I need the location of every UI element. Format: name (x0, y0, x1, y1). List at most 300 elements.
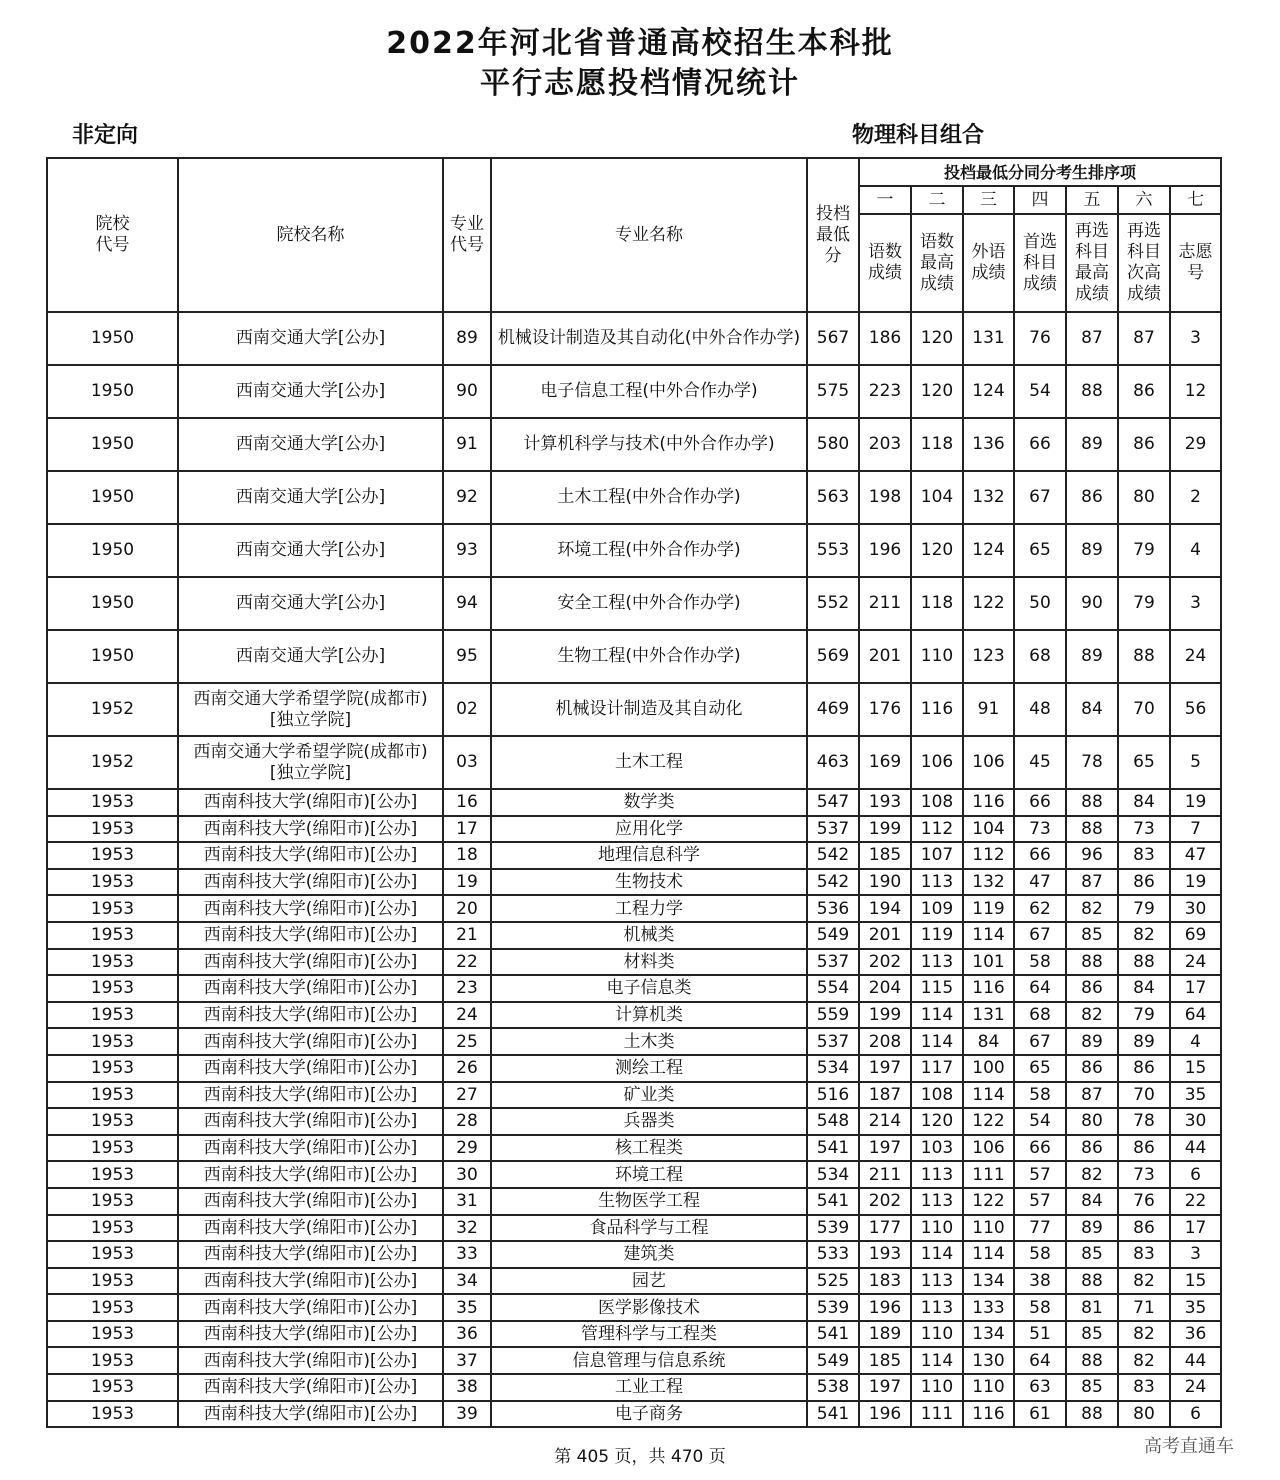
cell-sort-7: 4 (1170, 524, 1221, 577)
cell-sort-6: 79 (1118, 895, 1170, 922)
cell-sort-1: 202 (859, 1188, 911, 1215)
cell-sort-1: 193 (859, 1241, 911, 1268)
cell-min-score: 534 (807, 1055, 859, 1082)
cell-min-score: 541 (807, 1401, 859, 1428)
cell-sort-5: 96 (1066, 842, 1118, 869)
cell-school-name: 西南科技大学(绵阳市)[公办] (178, 1055, 443, 1082)
cell-sort-6: 79 (1118, 524, 1170, 577)
cell-sort-3: 110 (963, 1374, 1014, 1401)
cell-major-name: 环境工程(中外合作办学) (491, 524, 807, 577)
cell-min-score: 554 (807, 975, 859, 1002)
cell-school-code: 1953 (47, 1028, 178, 1055)
cell-school-code: 1953 (47, 1002, 178, 1029)
cell-sort-7: 3 (1170, 1241, 1221, 1268)
cell-sort-3: 122 (963, 1188, 1014, 1215)
cell-sort-7: 69 (1170, 922, 1221, 949)
cell-min-score: 548 (807, 1108, 859, 1135)
table-row (47, 736, 1221, 789)
cell-sort-1: 185 (859, 842, 911, 869)
cell-sort-1: 202 (859, 949, 911, 976)
cell-sort-3: 116 (963, 1401, 1014, 1428)
cell-major-code: 22 (443, 949, 491, 976)
cell-sort-5: 81 (1066, 1294, 1118, 1321)
cell-sort-2: 113 (911, 1268, 963, 1295)
cell-school-name: 西南科技大学(绵阳市)[公办] (178, 922, 443, 949)
cell-sort-7: 64 (1170, 1002, 1221, 1029)
cell-sort-4: 54 (1014, 365, 1066, 418)
cell-sort-7: 17 (1170, 1215, 1221, 1242)
cell-sort-5: 88 (1066, 1401, 1118, 1428)
cell-min-score: 516 (807, 1082, 859, 1109)
cell-sort-6: 82 (1118, 1268, 1170, 1295)
cell-major-name: 生物工程(中外合作办学) (491, 630, 807, 683)
cell-school-name: 西南科技大学(绵阳市)[公办] (178, 1161, 443, 1188)
cell-school-code: 1952 (47, 683, 178, 736)
cell-sort-4: 65 (1014, 1055, 1066, 1082)
cell-sort-5: 88 (1066, 365, 1118, 418)
cell-school-name: 西南科技大学(绵阳市)[公办] (178, 895, 443, 922)
cell-sort-5: 84 (1066, 1188, 1118, 1215)
cell-sort-4: 68 (1014, 630, 1066, 683)
table-row (47, 312, 1221, 365)
cell-school-name: 西南科技大学(绵阳市)[公办] (178, 1374, 443, 1401)
table-row (47, 1374, 1221, 1401)
cell-sort-2: 120 (911, 365, 963, 418)
cell-major-name: 材料类 (491, 949, 807, 976)
cell-school-name: 西南科技大学(绵阳市)[公办] (178, 1188, 443, 1215)
cell-school-name: 西南科技大学(绵阳市)[公办] (178, 1135, 443, 1162)
cell-sort-7: 19 (1170, 789, 1221, 816)
cell-major-name: 应用化学 (491, 816, 807, 843)
cell-sort-2: 113 (911, 1188, 963, 1215)
table-row (47, 1401, 1221, 1428)
cell-sort-6: 73 (1118, 1161, 1170, 1188)
cell-major-code: 95 (443, 630, 491, 683)
table-header (47, 158, 1221, 312)
cell-sort-5: 87 (1066, 869, 1118, 896)
cell-major-code: 17 (443, 816, 491, 843)
cell-min-score: 539 (807, 1215, 859, 1242)
cell-sort-6: 83 (1118, 1374, 1170, 1401)
cell-school-code: 1950 (47, 365, 178, 418)
cell-sort-6: 70 (1118, 1082, 1170, 1109)
cell-major-code: 37 (443, 1347, 491, 1374)
header-sort-number: 四 (1014, 186, 1066, 214)
cell-sort-4: 63 (1014, 1374, 1066, 1401)
header-sort-item: 志愿号 (1170, 214, 1221, 312)
cell-school-name: 西南科技大学(绵阳市)[公办] (178, 1268, 443, 1295)
cell-school-code: 1953 (47, 1294, 178, 1321)
cell-min-score: 469 (807, 683, 859, 736)
cell-sort-2: 114 (911, 1002, 963, 1029)
cell-major-code: 93 (443, 524, 491, 577)
cell-major-code: 94 (443, 577, 491, 630)
cell-school-code: 1953 (47, 816, 178, 843)
table-row (47, 1055, 1221, 1082)
cell-sort-1: 196 (859, 1294, 911, 1321)
cell-sort-6: 79 (1118, 1002, 1170, 1029)
cell-school-code: 1950 (47, 312, 178, 365)
subject-combination-label: 物理科目组合 (852, 123, 985, 148)
cell-sort-3: 116 (963, 975, 1014, 1002)
cell-sort-2: 117 (911, 1055, 963, 1082)
cell-sort-1: 199 (859, 1002, 911, 1029)
cell-sort-3: 122 (963, 1108, 1014, 1135)
cell-school-code: 1950 (47, 630, 178, 683)
category-label: 非定向 (72, 123, 139, 148)
cell-sort-6: 88 (1118, 949, 1170, 976)
cell-major-code: 89 (443, 312, 491, 365)
cell-sort-6: 86 (1118, 1215, 1170, 1242)
table-row (47, 975, 1221, 1002)
cell-sort-7: 29 (1170, 418, 1221, 471)
cell-min-score: 549 (807, 1347, 859, 1374)
cell-sort-6: 70 (1118, 683, 1170, 736)
cell-min-score: 541 (807, 1321, 859, 1348)
cell-school-name: 西南科技大学(绵阳市)[公办] (178, 1294, 443, 1321)
cell-school-name: 西南交通大学[公办] (178, 524, 443, 577)
cell-sort-7: 30 (1170, 895, 1221, 922)
cell-major-name: 土木工程 (491, 736, 807, 789)
cell-school-name: 西南交通大学[公办] (178, 312, 443, 365)
page-footer: 第 405 页，共 470 页 (554, 1447, 726, 1467)
cell-sort-4: 66 (1014, 789, 1066, 816)
table-row (47, 895, 1221, 922)
cell-sort-7: 4 (1170, 1028, 1221, 1055)
cell-school-code: 1953 (47, 1401, 178, 1428)
cell-major-code: 25 (443, 1028, 491, 1055)
cell-sort-2: 120 (911, 1108, 963, 1135)
cell-school-code: 1953 (47, 1321, 178, 1348)
cell-sort-2: 110 (911, 1374, 963, 1401)
table-row (47, 524, 1221, 577)
cell-sort-7: 24 (1170, 1374, 1221, 1401)
cell-school-code: 1953 (47, 789, 178, 816)
cell-sort-5: 82 (1066, 1002, 1118, 1029)
cell-sort-5: 89 (1066, 418, 1118, 471)
cell-sort-4: 66 (1014, 842, 1066, 869)
cell-sort-4: 73 (1014, 816, 1066, 843)
cell-sort-1: 185 (859, 1347, 911, 1374)
cell-min-score: 534 (807, 1161, 859, 1188)
table-row (47, 1108, 1221, 1135)
cell-sort-4: 47 (1014, 869, 1066, 896)
cell-min-score: 541 (807, 1188, 859, 1215)
cell-sort-1: 211 (859, 1161, 911, 1188)
header-sort-number: 二 (911, 186, 963, 214)
header-sort-item: 语数成绩 (859, 214, 911, 312)
table-row (47, 1268, 1221, 1295)
cell-school-code: 1950 (47, 418, 178, 471)
cell-school-code: 1953 (47, 842, 178, 869)
cell-sort-2: 114 (911, 1028, 963, 1055)
table-row (47, 869, 1221, 896)
cell-sort-4: 67 (1014, 471, 1066, 524)
cell-sort-3: 114 (963, 1082, 1014, 1109)
cell-sort-5: 88 (1066, 949, 1118, 976)
table-row (47, 1215, 1221, 1242)
cell-sort-6: 86 (1118, 418, 1170, 471)
admission-table (46, 157, 1222, 1428)
table-row (47, 816, 1221, 843)
cell-sort-1: 197 (859, 1374, 911, 1401)
cell-sort-3: 119 (963, 895, 1014, 922)
cell-sort-2: 113 (911, 869, 963, 896)
cell-sort-4: 50 (1014, 577, 1066, 630)
cell-sort-5: 87 (1066, 312, 1118, 365)
cell-major-code: 28 (443, 1108, 491, 1135)
cell-min-score: 547 (807, 789, 859, 816)
header-school-code: 院校代号 (47, 158, 178, 312)
cell-sort-1: 194 (859, 895, 911, 922)
cell-sort-1: 196 (859, 1401, 911, 1428)
cell-major-code: 29 (443, 1135, 491, 1162)
cell-major-name: 机械设计制造及其自动化 (491, 683, 807, 736)
header-sort-item: 外语成绩 (963, 214, 1014, 312)
cell-major-code: 02 (443, 683, 491, 736)
header-sort-number: 五 (1066, 186, 1118, 214)
cell-school-code: 1953 (47, 1347, 178, 1374)
cell-sort-2: 108 (911, 1082, 963, 1109)
cell-major-code: 91 (443, 418, 491, 471)
cell-major-code: 36 (443, 1321, 491, 1348)
cell-major-name: 生物医学工程 (491, 1188, 807, 1215)
cell-major-name: 建筑类 (491, 1241, 807, 1268)
cell-major-name: 核工程类 (491, 1135, 807, 1162)
cell-sort-1: 198 (859, 471, 911, 524)
cell-sort-7: 30 (1170, 1108, 1221, 1135)
cell-major-code: 30 (443, 1161, 491, 1188)
page-title: 2022年河北省普通高校招生本科批 (386, 26, 894, 61)
cell-school-code: 1953 (47, 1374, 178, 1401)
cell-sort-6: 80 (1118, 471, 1170, 524)
cell-sort-5: 88 (1066, 1347, 1118, 1374)
cell-major-name: 测绘工程 (491, 1055, 807, 1082)
cell-sort-4: 64 (1014, 975, 1066, 1002)
cell-sort-1: 203 (859, 418, 911, 471)
cell-sort-7: 35 (1170, 1294, 1221, 1321)
cell-min-score: 533 (807, 1241, 859, 1268)
cell-sort-3: 134 (963, 1268, 1014, 1295)
cell-school-name: 西南科技大学(绵阳市)[公办] (178, 1082, 443, 1109)
cell-sort-4: 61 (1014, 1401, 1066, 1428)
cell-sort-1: 190 (859, 869, 911, 896)
cell-sort-7: 24 (1170, 949, 1221, 976)
table-row (47, 1241, 1221, 1268)
cell-sort-1: 186 (859, 312, 911, 365)
cell-sort-5: 86 (1066, 1055, 1118, 1082)
cell-sort-7: 6 (1170, 1161, 1221, 1188)
cell-major-name: 土木工程(中外合作办学) (491, 471, 807, 524)
cell-school-code: 1952 (47, 736, 178, 789)
cell-min-score: 575 (807, 365, 859, 418)
cell-major-code: 92 (443, 471, 491, 524)
cell-sort-4: 48 (1014, 683, 1066, 736)
cell-sort-3: 101 (963, 949, 1014, 976)
cell-sort-1: 183 (859, 1268, 911, 1295)
cell-sort-2: 110 (911, 1321, 963, 1348)
cell-sort-5: 85 (1066, 1321, 1118, 1348)
cell-sort-5: 84 (1066, 683, 1118, 736)
cell-school-code: 1950 (47, 524, 178, 577)
cell-sort-2: 118 (911, 577, 963, 630)
cell-sort-2: 106 (911, 736, 963, 789)
cell-sort-4: 76 (1014, 312, 1066, 365)
cell-sort-5: 80 (1066, 1108, 1118, 1135)
page-subtitle: 平行志愿投档情况统计 (480, 66, 800, 101)
cell-major-code: 19 (443, 869, 491, 896)
header-min-score: 投档最低分 (807, 158, 859, 312)
cell-sort-3: 91 (963, 683, 1014, 736)
cell-sort-3: 110 (963, 1215, 1014, 1242)
cell-sort-6: 83 (1118, 842, 1170, 869)
table-row (47, 1002, 1221, 1029)
cell-sort-4: 57 (1014, 1188, 1066, 1215)
cell-major-code: 90 (443, 365, 491, 418)
cell-major-name: 计算机科学与技术(中外合作办学) (491, 418, 807, 471)
cell-min-score: 567 (807, 312, 859, 365)
cell-school-name: 西南交通大学[公办] (178, 577, 443, 630)
cell-school-code: 1953 (47, 1188, 178, 1215)
cell-major-code: 27 (443, 1082, 491, 1109)
table-row (47, 1082, 1221, 1109)
cell-sort-6: 82 (1118, 1347, 1170, 1374)
cell-sort-3: 114 (963, 922, 1014, 949)
cell-sort-3: 106 (963, 736, 1014, 789)
cell-major-name: 电子信息工程(中外合作办学) (491, 365, 807, 418)
cell-sort-3: 132 (963, 869, 1014, 896)
cell-sort-5: 89 (1066, 1215, 1118, 1242)
header-major-code: 专业代号 (443, 158, 491, 312)
cell-sort-7: 7 (1170, 816, 1221, 843)
cell-sort-6: 71 (1118, 1294, 1170, 1321)
cell-sort-6: 65 (1118, 736, 1170, 789)
header-school-name: 院校名称 (178, 158, 443, 312)
cell-sort-1: 197 (859, 1135, 911, 1162)
cell-school-code: 1953 (47, 975, 178, 1002)
cell-sort-4: 77 (1014, 1215, 1066, 1242)
table-row (47, 922, 1221, 949)
cell-sort-5: 85 (1066, 922, 1118, 949)
cell-major-code: 24 (443, 1002, 491, 1029)
cell-major-code: 26 (443, 1055, 491, 1082)
cell-min-score: 525 (807, 1268, 859, 1295)
cell-sort-3: 84 (963, 1028, 1014, 1055)
header-sort-number: 七 (1170, 186, 1221, 214)
cell-min-score: 542 (807, 842, 859, 869)
cell-school-name: 西南科技大学(绵阳市)[公办] (178, 949, 443, 976)
cell-school-name: 西南科技大学(绵阳市)[公办] (178, 816, 443, 843)
cell-sort-6: 86 (1118, 1055, 1170, 1082)
cell-major-name: 工业工程 (491, 1374, 807, 1401)
cell-school-name: 西南交通大学[公办] (178, 630, 443, 683)
cell-major-name: 工程力学 (491, 895, 807, 922)
cell-sort-5: 88 (1066, 1268, 1118, 1295)
cell-major-name: 食品科学与工程 (491, 1215, 807, 1242)
cell-sort-6: 84 (1118, 975, 1170, 1002)
cell-sort-1: 187 (859, 1082, 911, 1109)
cell-sort-4: 38 (1014, 1268, 1066, 1295)
cell-sort-7: 35 (1170, 1082, 1221, 1109)
cell-sort-6: 76 (1118, 1188, 1170, 1215)
cell-sort-3: 130 (963, 1347, 1014, 1374)
cell-sort-1: 176 (859, 683, 911, 736)
cell-sort-5: 89 (1066, 1028, 1118, 1055)
cell-school-name: 西南科技大学(绵阳市)[公办] (178, 1347, 443, 1374)
cell-school-code: 1953 (47, 1082, 178, 1109)
cell-school-name: 西南科技大学(绵阳市)[公办] (178, 1241, 443, 1268)
cell-sort-1: 196 (859, 524, 911, 577)
cell-major-name: 兵器类 (491, 1108, 807, 1135)
cell-school-name: 西南科技大学(绵阳市)[公办] (178, 1215, 443, 1242)
cell-school-name: 西南科技大学(绵阳市)[公办] (178, 1002, 443, 1029)
cell-sort-2: 109 (911, 895, 963, 922)
cell-major-code: 18 (443, 842, 491, 869)
cell-sort-3: 131 (963, 312, 1014, 365)
cell-sort-4: 68 (1014, 1002, 1066, 1029)
table-row (47, 842, 1221, 869)
cell-sort-2: 118 (911, 418, 963, 471)
cell-major-name: 环境工程 (491, 1161, 807, 1188)
cell-sort-2: 111 (911, 1401, 963, 1428)
cell-min-score: 569 (807, 630, 859, 683)
cell-min-score: 552 (807, 577, 859, 630)
cell-major-code: 31 (443, 1188, 491, 1215)
cell-sort-2: 113 (911, 1161, 963, 1188)
table-body (47, 312, 1221, 1427)
cell-sort-5: 78 (1066, 736, 1118, 789)
cell-sort-2: 110 (911, 630, 963, 683)
cell-sort-1: 204 (859, 975, 911, 1002)
cell-sort-3: 124 (963, 524, 1014, 577)
cell-sort-1: 199 (859, 816, 911, 843)
cell-school-code: 1953 (47, 949, 178, 976)
cell-min-score: 536 (807, 895, 859, 922)
cell-school-name: 西南科技大学(绵阳市)[公办] (178, 842, 443, 869)
cell-min-score: 541 (807, 1135, 859, 1162)
cell-sort-2: 114 (911, 1347, 963, 1374)
header-sort-number: 三 (963, 186, 1014, 214)
cell-major-name: 安全工程(中外合作办学) (491, 577, 807, 630)
cell-sort-7: 47 (1170, 842, 1221, 869)
cell-school-code: 1953 (47, 922, 178, 949)
cell-sort-2: 112 (911, 816, 963, 843)
cell-sort-1: 169 (859, 736, 911, 789)
cell-sort-6: 86 (1118, 869, 1170, 896)
cell-sort-1: 189 (859, 1321, 911, 1348)
cell-sort-5: 82 (1066, 895, 1118, 922)
cell-school-name: 西南交通大学[公办] (178, 471, 443, 524)
cell-sort-3: 114 (963, 1241, 1014, 1268)
cell-sort-4: 51 (1014, 1321, 1066, 1348)
cell-sort-4: 58 (1014, 1294, 1066, 1321)
cell-school-name: 西南科技大学(绵阳市)[公办] (178, 1401, 443, 1428)
cell-school-code: 1953 (47, 1161, 178, 1188)
cell-sort-7: 12 (1170, 365, 1221, 418)
cell-sort-3: 111 (963, 1161, 1014, 1188)
cell-sort-2: 113 (911, 949, 963, 976)
cell-sort-7: 5 (1170, 736, 1221, 789)
cell-sort-6: 82 (1118, 1321, 1170, 1348)
cell-sort-6: 83 (1118, 1241, 1170, 1268)
cell-sort-7: 22 (1170, 1188, 1221, 1215)
cell-sort-3: 132 (963, 471, 1014, 524)
cell-sort-4: 67 (1014, 1028, 1066, 1055)
cell-major-code: 35 (443, 1294, 491, 1321)
cell-major-name: 医学影像技术 (491, 1294, 807, 1321)
cell-sort-6: 78 (1118, 1108, 1170, 1135)
cell-sort-3: 123 (963, 630, 1014, 683)
